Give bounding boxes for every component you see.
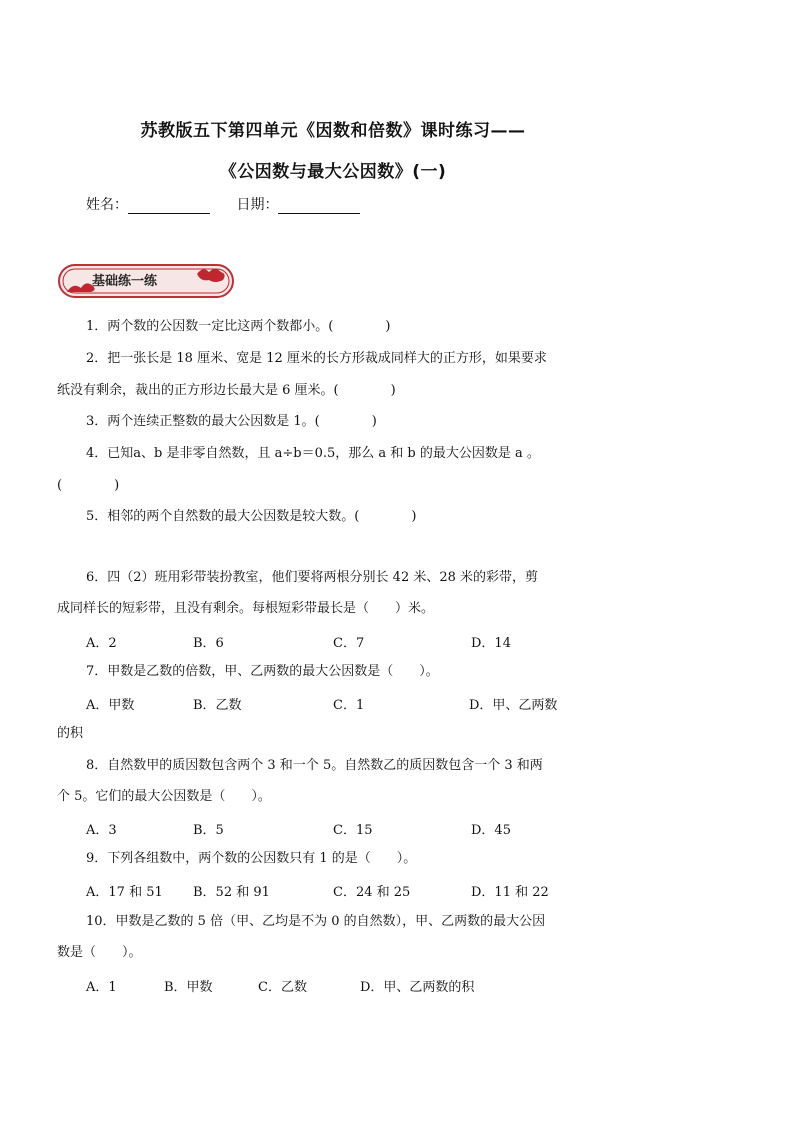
q7-option-c: C．1 bbox=[333, 698, 365, 713]
question-2-line2: 纸没有剩余，裁出的正方形边长最大是 6 厘米。( ) bbox=[57, 383, 396, 398]
question-3: 3．两个连续正整数的最大公因数是 1。( ) bbox=[86, 414, 377, 429]
q10-option-b: B．甲数 bbox=[164, 980, 213, 995]
worksheet-title-line2: 《公因数与最大公因数》(一) bbox=[219, 162, 447, 182]
q10-option-a: A．1 bbox=[86, 980, 117, 995]
question-5: 5．相邻的两个自然数的最大公因数是较大数。( ) bbox=[86, 509, 417, 524]
question-4-line1: 4．已知a、b 是非零自然数，且 a÷b＝0.5，那么 a 和 b 的最大公因数是 a 。 bbox=[86, 446, 540, 461]
q8-option-a: A．3 bbox=[86, 823, 117, 838]
q10-option-c: C．乙数 bbox=[258, 980, 307, 995]
section-label: 基础练一练 bbox=[92, 274, 158, 289]
q9-option-a: A．17 和 51 bbox=[86, 885, 163, 900]
q7-option-b: B．乙数 bbox=[193, 698, 242, 713]
q7-option-a: A．甲数 bbox=[86, 698, 135, 713]
question-6-line2: 成同样长的短彩带，且没有剩余。每根短彩带最长是（ ）米。 bbox=[57, 601, 435, 616]
q6-option-d: D．14 bbox=[471, 636, 511, 651]
q10-option-d: D．甲、乙两数的积 bbox=[360, 980, 475, 995]
name-blank[interactable] bbox=[128, 198, 210, 214]
q8-option-b: B．5 bbox=[193, 823, 224, 838]
date-label: 日期： bbox=[236, 197, 279, 213]
q6-option-b: B．6 bbox=[193, 636, 224, 651]
worksheet-title-line1: 苏教版五下第四单元《因数和倍数》课时练习—— bbox=[140, 121, 526, 141]
question-8-line2: 个 5。它们的最大公因数是（ ）。 bbox=[57, 789, 271, 804]
question-6-line1: 6．四（2）班用彩带装扮教室，他们要将两根分别长 42 米、28 米的彩带，剪 bbox=[86, 570, 539, 585]
question-9: 9．下列各组数中，两个数的公因数只有 1 的是（ ）。 bbox=[86, 851, 417, 866]
question-4-line2: ( ) bbox=[57, 478, 120, 493]
question-7-continuation: 的积 bbox=[57, 726, 84, 741]
date-blank[interactable] bbox=[278, 198, 360, 214]
question-7: 7．甲数是乙数的倍数，甲、乙两数的最大公因数是（ ）。 bbox=[86, 664, 439, 679]
q9-option-d: D．11 和 22 bbox=[471, 885, 549, 900]
q7-option-d: D．甲、乙两数 bbox=[469, 698, 558, 713]
q6-option-c: C．7 bbox=[333, 636, 365, 651]
q9-option-c: C．24 和 25 bbox=[333, 885, 411, 900]
question-10-line1: 10．甲数是乙数的 5 倍（甲、乙均是不为 0 的自然数），甲、乙两数的最大公因 bbox=[86, 914, 546, 929]
q8-option-d: D．45 bbox=[471, 823, 511, 838]
question-8-line1: 8．自然数甲的质因数包含两个 3 和一个 5。自然数乙的质因数包含一个 3 和两 bbox=[86, 758, 543, 773]
question-10-line2: 数是（ ）。 bbox=[57, 945, 142, 960]
q8-option-c: C．15 bbox=[333, 823, 373, 838]
question-1: 1．两个数的公因数一定比这两个数都小。( ) bbox=[86, 319, 391, 334]
q6-option-a: A．2 bbox=[86, 636, 117, 651]
student-info-fields bbox=[86, 194, 382, 214]
name-label: 姓名： bbox=[86, 197, 128, 213]
q9-option-b: B．52 和 91 bbox=[193, 885, 270, 900]
question-2-line1: 2．把一张长是 18 厘米、宽是 12 厘米的长方形裁成同样大的正方形，如果要求 bbox=[86, 351, 547, 366]
